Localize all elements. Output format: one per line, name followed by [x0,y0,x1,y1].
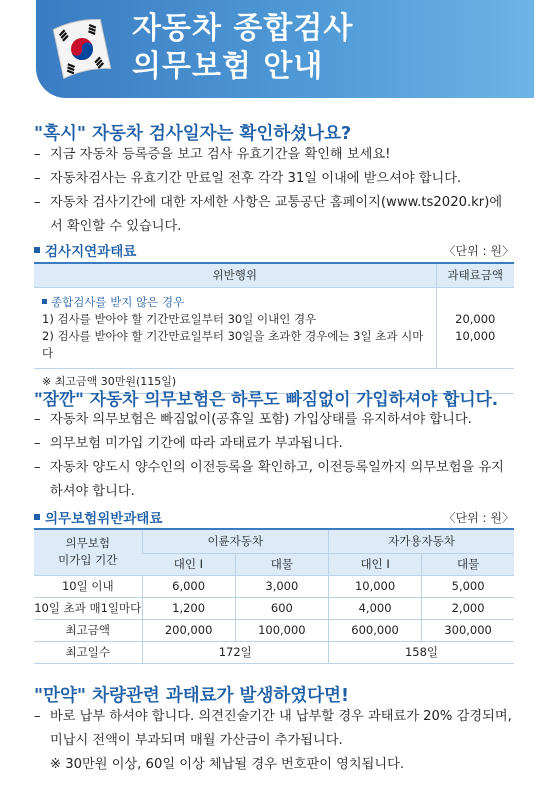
sub-header: 대인 I [328,553,421,575]
corner-header: 의무보험 미가입 기간 [34,529,142,575]
title-line-1: 자동차 종합검사 [132,11,354,46]
inspection-fine-table [34,262,514,394]
fines-bullets [34,705,514,753]
cell: 3,000 [235,575,328,597]
table-row [34,575,514,597]
cell: 6,000 [142,575,235,597]
page-title [132,10,353,86]
bullet-item: – 자동차검사는 유효기간 만료일 전후 각각 31일 이내에 받으셔야 합니다. [34,171,462,186]
table-row [34,641,514,663]
insurance-bullets [34,408,514,504]
korean-flag-icon [52,16,112,82]
table-row [34,619,514,641]
bullet-item: – 자동차 의무보험은 빠짐없이(공휴일 포함) 가입상태를 유지하셔야 합니다. [34,412,472,427]
bullet-item: – 자동차 양도시 양수인의 이전등록을 확인하고, 이전등록일까지 의무보험을 유지 하셔야 합니다. [34,460,504,499]
group-header: 자가용자동차 [328,529,514,553]
sub-header: 대물 [235,553,328,575]
inspection-bullets [34,143,514,239]
title-line-2: 의무보험 안내 [132,49,324,84]
violation-cell: 종합검사를 받지 않은 경우 1) 검사를 받아야 할 기간만료일부터 30일 이내인 경우 2) 검사를 받아야 할 기간만료일부터 30일을 초과한 경우에는 3일 초과 시마다 [34,287,436,368]
table-note: ※ 최고금액 30만원(115일) [34,368,514,393]
bullet-item: – 바로 납부 하셔야 합니다. 의견진술기간 내 납부할 경우 과태료가 20% 감경되며, 미납시 전액이 부과되며 매월 가산금이 추가됩니다. [34,709,512,748]
section-title-insurance: "잠깐" 자동차 의무보험은 하루도 빠짐없이 가입하셔야 합니다. [34,389,499,409]
inspection-fine-title: 검사지연과태료 [34,240,136,260]
cell: 100,000 [235,619,328,641]
table-row [34,597,514,619]
cell: 300,000 [422,619,514,641]
insurance-fine-title: 의무보험위반과태료 [34,507,162,527]
unit-label: 〈단위 : 원〉 [443,244,514,258]
cell: 1,200 [142,597,235,619]
column-header: 위반행위 [34,263,436,287]
amount-cell: 20,000 10,000 [436,287,514,368]
cell: 5,000 [422,575,514,597]
bullet-item: – 의무보험 미가입 기간에 따라 과태료가 부과됩니다. [34,436,343,451]
section-title-fines: "만약" 차량관련 과태료가 발생하였다면! [34,686,349,706]
fines-note: ※ 30만원 이상, 60일 이상 체납될 경우 번호판이 영치됩니다. [50,757,405,772]
row-label: 최고금액 [34,619,142,641]
sub-header: 대인 I [142,553,235,575]
group-header: 이륜자동차 [142,529,328,553]
row-label: 10일 이내 [34,575,142,597]
section-title-inspection: "혹시" 자동차 검사일자는 확인하셨나요? [34,124,352,144]
row-label: 최고일수 [34,641,142,663]
bullet-item: – 자동차 검사기간에 대한 자세한 사항은 교통공단 홈페이지(www.ts2020.kr)에서 확인할 수 있습니다. [34,195,503,234]
insurance-fine-table [34,528,514,664]
cell: 10,000 [328,575,421,597]
bullet-item: – 지금 자동차 등록증을 보고 검사 유효기간을 확인해 보세요! [34,147,391,162]
cell: 2,000 [422,597,514,619]
cell: 172일 [142,641,328,663]
row-label: 10일 초과 매1일마다 [34,597,142,619]
column-header: 과태료금액 [436,263,514,287]
cell: 158일 [328,641,514,663]
unit-label: 〈단위 : 원〉 [443,511,514,525]
cell: 4,000 [328,597,421,619]
cell: 600,000 [328,619,421,641]
sub-header: 대물 [422,553,514,575]
cell: 600 [235,597,328,619]
cell: 200,000 [142,619,235,641]
